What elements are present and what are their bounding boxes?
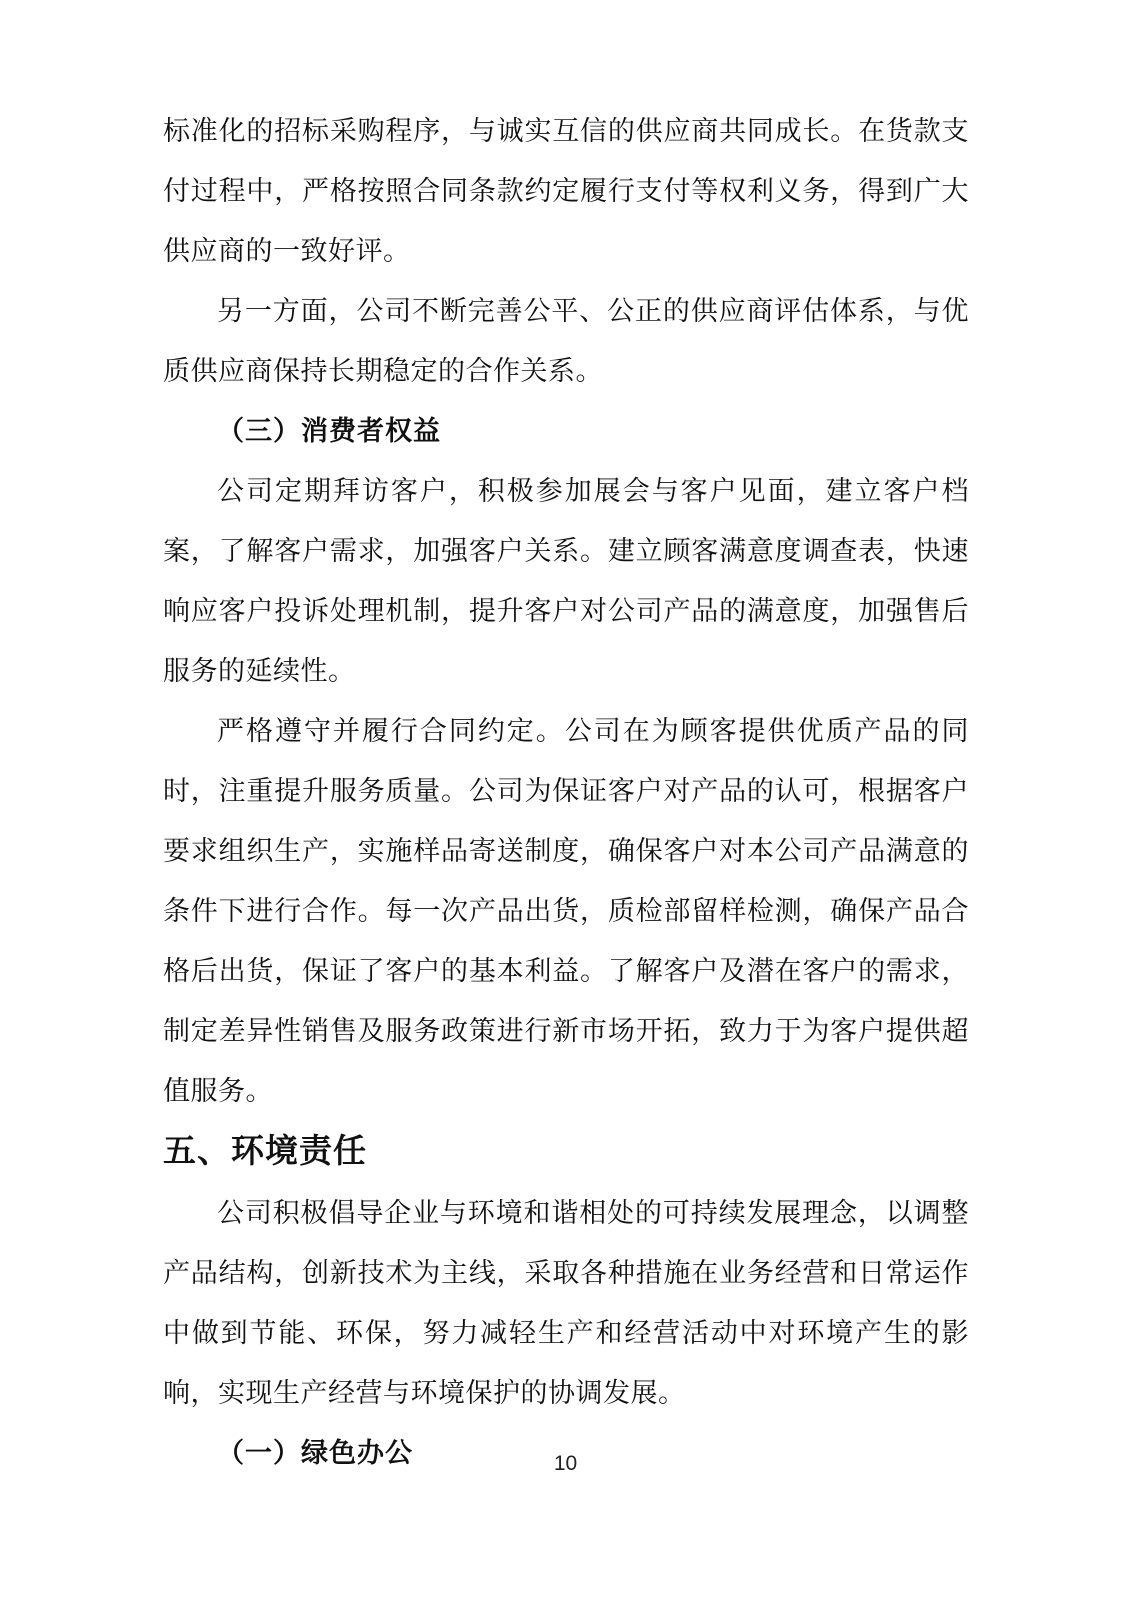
sub-heading-green-office: （一）绿色办公: [217, 1438, 413, 1468]
paragraph-contract-compliance: 严格遵守并履行合同约定。公司在为顾客提供优质产品的同时，注重提升服务质量。公司为保证客户对产品的认可，根据客户要求组织生产，实施样品寄送制度，确保客户对本公司产品满意的条件下进行合作。每一次产品出货，质检部留样检测，确保产品合格后出货，保证了客户的基本利益。了解客户及潜在客户的需求，制定差异性销售及服务政策进行新市场开拓，致力于为客户提供超值服务。: [163, 716, 969, 1106]
sub-heading-consumer-rights: （三）消费者权益: [217, 416, 441, 446]
document-page-content: [163, 101, 969, 1483]
paragraph-sustainable-development: 公司积极倡导企业与环境和谐相处的可持续发展理念，以调整产品结构，创新技术为主线，采取各种措施在业务经营和日常运作中做到节能、环保，努力减轻生产和经营活动中对环境产生的影响，实现生产经营与环境保护的协调发展。: [163, 1198, 969, 1408]
section-heading-environmental-responsibility: 五、环境责任: [163, 1134, 367, 1170]
paragraph-supplier-payment: 标准化的招标采购程序，与诚实互信的供应商共同成长。在货款支付过程中，严格按照合同条款约定履行支付等权利义务，得到广大供应商的一致好评。: [163, 116, 969, 266]
page-number: 10: [553, 1452, 578, 1475]
paragraph-customer-visits: 公司定期拜访客户，积极参加展会与客户见面，建立客户档案，了解客户需求，加强客户关系。建立顾客满意度调查表，快速响应客户投诉处理机制，提升客户对公司产品的满意度，加强售后服务的延续性。: [163, 476, 969, 686]
paragraph-supplier-evaluation: 另一方面，公司不断完善公平、公正的供应商评估体系，与优质供应商保持长期稳定的合作关系。: [163, 296, 969, 386]
